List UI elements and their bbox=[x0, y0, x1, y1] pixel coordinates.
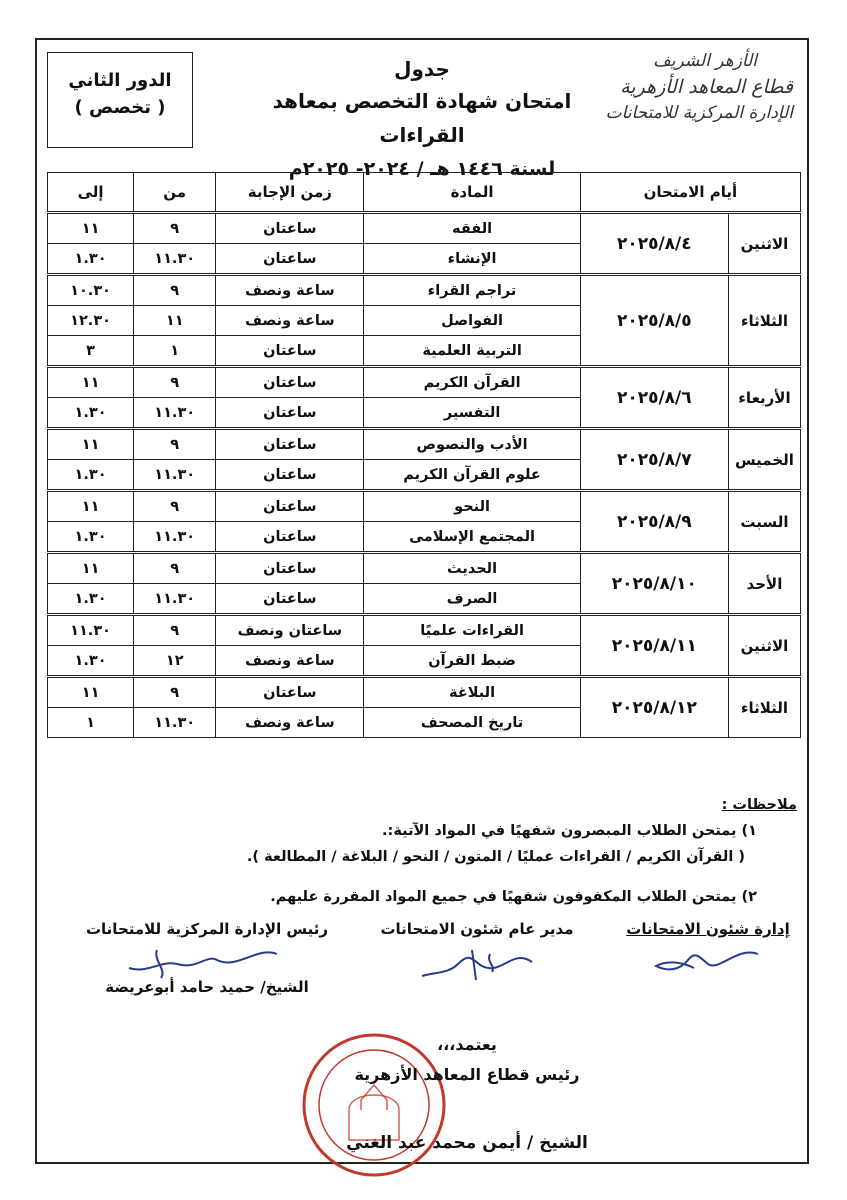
table-row bbox=[48, 677, 801, 708]
document-frame bbox=[35, 38, 809, 1164]
note-item-1: ١) يمتحن الطلاب المبصرون شفهيًا في المواد الآتية:. bbox=[382, 823, 757, 839]
table-row bbox=[48, 367, 801, 398]
from-time-cell: ١١.٣٠ bbox=[134, 584, 216, 615]
from-time-cell: ١ bbox=[134, 336, 216, 367]
table-row bbox=[48, 275, 801, 306]
to-time-cell: ١١ bbox=[48, 677, 134, 708]
to-time-cell: ١١ bbox=[48, 491, 134, 522]
duration-cell: ساعتان ونصف bbox=[216, 615, 364, 646]
exam-date: ٢٠٢٥/٨/٥ bbox=[580, 275, 728, 367]
central-head-name: الشيخ/ حميد حامد أبوعريضة bbox=[105, 978, 309, 996]
from-time-cell: ٩ bbox=[134, 553, 216, 584]
to-time-cell: ١١ bbox=[48, 213, 134, 244]
from-time-cell: ٩ bbox=[134, 275, 216, 306]
table-row bbox=[48, 615, 801, 646]
table-row bbox=[48, 553, 801, 584]
duration-cell: ساعة ونصف bbox=[216, 708, 364, 738]
duration-cell: ساعتان bbox=[216, 398, 364, 429]
handwritten-signature-icon bbox=[412, 942, 542, 986]
logo-line-2: قطاع المعاهد الأزهرية bbox=[620, 76, 793, 98]
to-time-cell: ١١.٣٠ bbox=[48, 615, 134, 646]
from-time-cell: ١١.٣٠ bbox=[134, 708, 216, 738]
to-time-cell: ١.٣٠ bbox=[48, 522, 134, 553]
duration-cell: ساعة ونصف bbox=[216, 306, 364, 336]
exam-track: ( تخصص ) bbox=[74, 97, 166, 118]
table-row bbox=[48, 491, 801, 522]
duration-cell: ساعتان bbox=[216, 677, 364, 708]
duration-cell: ساعتان bbox=[216, 460, 364, 491]
subject-cell: التفسير bbox=[364, 398, 580, 429]
exam-day: الاثنين bbox=[728, 615, 800, 677]
subject-cell: القراءات علميًا bbox=[364, 615, 580, 646]
to-time-cell: ١٢.٣٠ bbox=[48, 306, 134, 336]
from-time-cell: ٩ bbox=[134, 677, 216, 708]
to-time-cell: ١٠.٣٠ bbox=[48, 275, 134, 306]
table-row bbox=[48, 429, 801, 460]
approval-section bbox=[307, 1030, 627, 1158]
exam-round-box bbox=[47, 52, 193, 148]
note-item-1-subjects: ( القرآن الكريم / القراءات عمليًا / المتون / النحو / البلاغة / المطالعة ). bbox=[246, 849, 745, 865]
header-days: أيام الامتحان bbox=[580, 173, 800, 213]
subject-cell: النحو bbox=[364, 491, 580, 522]
from-time-cell: ٩ bbox=[134, 429, 216, 460]
from-time-cell: ٩ bbox=[134, 213, 216, 244]
approve-label: يعتمد،،، bbox=[437, 1035, 497, 1054]
exam-date: ٢٠٢٥/٨/١١ bbox=[580, 615, 728, 677]
signature-exams-admin bbox=[623, 920, 793, 982]
azhar-logo-text bbox=[603, 48, 793, 126]
from-time-cell: ١١.٣٠ bbox=[134, 522, 216, 553]
subject-cell: الفواصل bbox=[364, 306, 580, 336]
to-time-cell: ١١ bbox=[48, 429, 134, 460]
subject-cell: التربية العلمية bbox=[364, 336, 580, 367]
to-time-cell: ١.٣٠ bbox=[48, 646, 134, 677]
subject-cell: تاريخ المصحف bbox=[364, 708, 580, 738]
from-time-cell: ١١.٣٠ bbox=[134, 398, 216, 429]
header-duration: زمن الإجابة bbox=[216, 173, 364, 213]
exam-date: ٢٠٢٥/٨/٤ bbox=[580, 213, 728, 275]
header-to: إلى bbox=[48, 173, 134, 213]
duration-cell: ساعتان bbox=[216, 584, 364, 615]
subject-cell: الحديث bbox=[364, 553, 580, 584]
signature-general-manager bbox=[367, 920, 587, 986]
to-time-cell: ٣ bbox=[48, 336, 134, 367]
table-row bbox=[48, 213, 801, 244]
subject-cell: الإنشاء bbox=[364, 244, 580, 275]
duration-cell: ساعتان bbox=[216, 429, 364, 460]
exam-day: الثلاثاء bbox=[728, 275, 800, 367]
exam-day: الخميس bbox=[728, 429, 800, 491]
note-item-2: ٢) يمتحن الطلاب المكفوفون شفهيًا في جميع المواد المقررة عليهم. bbox=[270, 889, 757, 905]
document-title: جدول bbox=[394, 57, 450, 81]
exam-date: ٢٠٢٥/٨/١٠ bbox=[580, 553, 728, 615]
duration-cell: ساعتان bbox=[216, 213, 364, 244]
duration-cell: ساعة ونصف bbox=[216, 646, 364, 677]
document-heading bbox=[257, 54, 587, 186]
exam-day: الثلاثاء bbox=[728, 677, 800, 738]
from-time-cell: ٩ bbox=[134, 367, 216, 398]
duration-cell: ساعتان bbox=[216, 522, 364, 553]
sector-head-name: الشيخ / أيمن محمد عبد الغني bbox=[346, 1133, 588, 1153]
exam-date: ٢٠٢٥/٨/١٢ bbox=[580, 677, 728, 738]
schedule-body bbox=[48, 213, 801, 738]
to-time-cell: ١.٣٠ bbox=[48, 584, 134, 615]
exam-date: ٢٠٢٥/٨/٧ bbox=[580, 429, 728, 491]
subject-cell: المجتمع الإسلامى bbox=[364, 522, 580, 553]
subject-cell: البلاغة bbox=[364, 677, 580, 708]
subject-cell: القرآن الكريم bbox=[364, 367, 580, 398]
notes-section bbox=[37, 792, 797, 910]
exam-day: الأحد bbox=[728, 553, 800, 615]
header-subject: المادة bbox=[364, 173, 580, 213]
from-time-cell: ٩ bbox=[134, 491, 216, 522]
to-time-cell: ١.٣٠ bbox=[48, 398, 134, 429]
from-time-cell: ١٢ bbox=[134, 646, 216, 677]
exam-date: ٢٠٢٥/٨/٦ bbox=[580, 367, 728, 429]
duration-cell: ساعة ونصف bbox=[216, 275, 364, 306]
subject-cell: تراجم القراء bbox=[364, 275, 580, 306]
document-subtitle: امتحان شهادة التخصص بمعاهد القراءات bbox=[272, 89, 572, 147]
subject-cell: ضبط القرآن bbox=[364, 646, 580, 677]
duration-cell: ساعتان bbox=[216, 244, 364, 275]
exam-day: الأربعاء bbox=[728, 367, 800, 429]
duration-cell: ساعتان bbox=[216, 367, 364, 398]
logo-line-1: الأزهر الشريف bbox=[653, 51, 757, 71]
duration-cell: ساعتان bbox=[216, 491, 364, 522]
from-time-cell: ١١ bbox=[134, 306, 216, 336]
to-time-cell: ١١ bbox=[48, 553, 134, 584]
to-time-cell: ١.٣٠ bbox=[48, 460, 134, 491]
from-time-cell: ١١.٣٠ bbox=[134, 244, 216, 275]
exams-admin-label: إدارة شئون الامتحانات bbox=[626, 920, 790, 938]
signature-central-head bbox=[57, 920, 357, 996]
exam-date: ٢٠٢٥/٨/٩ bbox=[580, 491, 728, 553]
academic-year: لسنة ١٤٤٦ هـ / ٢٠٢٤- ٢٠٢٥م bbox=[288, 158, 556, 180]
subject-cell: الفقه bbox=[364, 213, 580, 244]
notes-title: ملاحظات : bbox=[721, 797, 797, 813]
handwritten-signature-icon bbox=[648, 942, 768, 982]
central-head-label: رئيس الإدارة المركزية للامتحانات bbox=[85, 920, 329, 938]
exam-round: الدور الثاني bbox=[68, 70, 172, 91]
exam-schedule-table bbox=[47, 172, 801, 738]
handwritten-signature-icon bbox=[117, 940, 287, 984]
to-time-cell: ١.٣٠ bbox=[48, 244, 134, 275]
table-header-row bbox=[48, 173, 801, 213]
exam-day: الاثنين bbox=[728, 213, 800, 275]
to-time-cell: ١ bbox=[48, 708, 134, 738]
subject-cell: علوم القرآن الكريم bbox=[364, 460, 580, 491]
duration-cell: ساعتان bbox=[216, 336, 364, 367]
from-time-cell: ٩ bbox=[134, 615, 216, 646]
general-manager-label: مدير عام شئون الامتحانات bbox=[380, 920, 574, 938]
header-from: من bbox=[134, 173, 216, 213]
subject-cell: الصرف bbox=[364, 584, 580, 615]
sector-head-label: رئيس قطاع المعاهد الأزهرية bbox=[354, 1065, 580, 1084]
subject-cell: الأدب والنصوص bbox=[364, 429, 580, 460]
to-time-cell: ١١ bbox=[48, 367, 134, 398]
duration-cell: ساعتان bbox=[216, 553, 364, 584]
exam-day: السبت bbox=[728, 491, 800, 553]
logo-line-3: الإدارة المركزية للامتحانات bbox=[605, 103, 793, 123]
from-time-cell: ١١.٣٠ bbox=[134, 460, 216, 491]
